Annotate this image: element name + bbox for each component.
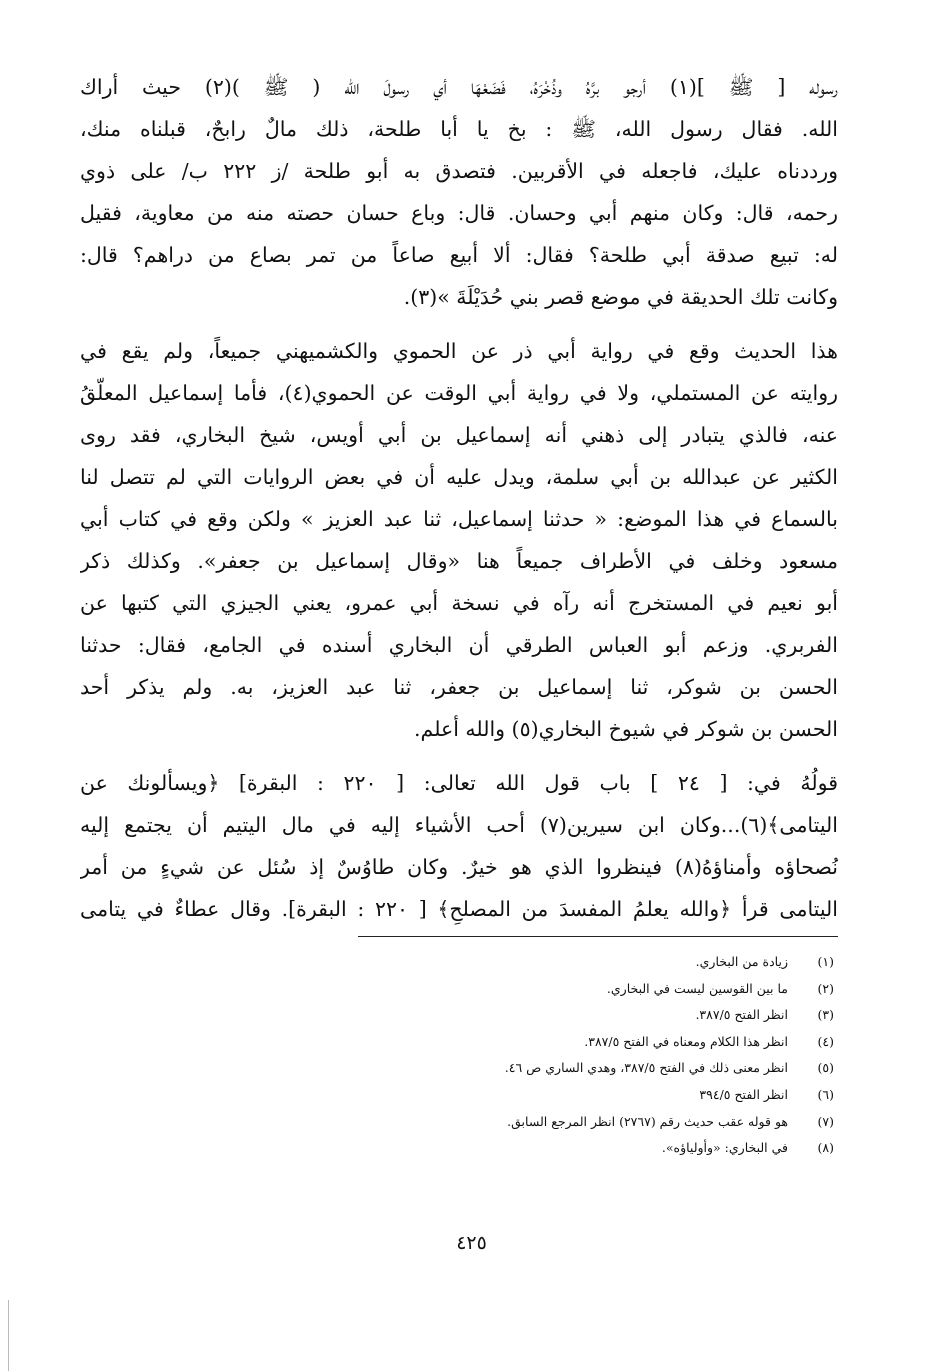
footnote-text: زيادة من البخاري. (695, 954, 788, 969)
footnote-number: (٦) (817, 1086, 834, 1102)
footnote-text: ما بين القوسين ليست في البخاري. (606, 980, 788, 996)
text-line: الكثير عن عبدالله بن أبي سلمة، ويدل عليه أن في بعض الروايات التي لم تتصل لنا (80, 465, 838, 489)
text-line: رسوله [ ﷺ ](١) أرجو برَّهُ وذُخْرَهُ، فَضَعْهَا أي رسولَ الله ( ﷺ )(٢) حيث أراك (80, 75, 838, 99)
text-line: رحمه، قال: وكان منهم أبي وحسان. قال: وباع حسان حصته منه من معاوية، فقيل (80, 201, 838, 225)
scan-edge-line (8, 1300, 9, 1371)
text-line: اليتامى﴾(٦)...وكان ابن سيرين(٧) أحب الأشياء إليه في مال اليتيم أن يجتمع إليه (80, 813, 838, 837)
footnote (80, 1002, 838, 1029)
footnote-number: (٧) (817, 1113, 834, 1129)
text-line: ورددناه عليك، فاجعله في الأقربين. فتصدق به أبو طلحة /ز ٢٢٢ ب/ على ذوي (80, 159, 838, 183)
footnote (80, 949, 838, 976)
text-line: له: تبيع صدقة أبي طلحة؟ فقال: ألا أبيع صاعاً من تمر بصاع من دراهم؟ قال: (80, 243, 838, 267)
footnote-text: في البخاري: «وأولياؤه». (661, 1140, 788, 1156)
footnote (80, 976, 838, 1003)
paragraph-2 (80, 330, 838, 750)
footnote (80, 1109, 838, 1136)
footnote-number: (٤) (817, 1033, 834, 1049)
footnote-number: (١) (817, 954, 834, 969)
text-line: عنه، فالذي يتبادر إلى ذهني أنه إسماعيل بن أبي أويس، شيخ البخاري، فقد روى (80, 423, 838, 447)
text-line: قولُهُ في: [ ٢٤ ] باب قول الله تعالى: [ ٢٢٠ : البقرة] ﴿ويسألونك عن (80, 771, 838, 795)
text-line: مسعود وخلف في الأطراف جميعاً هنا «وقال إسماعيل بن جعفر». وكذلك ذكر (80, 549, 838, 573)
footnote-separator (358, 936, 838, 937)
page-body (80, 66, 838, 1162)
text-line: الحسن بن شوكر في شيوخ البخاري(٥) والله أعلم. (414, 717, 838, 741)
footnote-text: انظر الفتح ٣٨٧/٥. (695, 1007, 788, 1023)
text-line: أبو نعيم في المستخرج أنه رآه في نسخة أبي عمرو، يعني الجيزي التي كتبها عن (80, 591, 838, 615)
text-line: روايته عن المستملي، ولا في رواية أبي الوقت عن الحموي(٤)، فأما إسماعيل المعلّقُ (80, 381, 838, 405)
footnote-number: (٣) (817, 1007, 834, 1023)
text-line: نُصحاؤه وأمناؤهُ(٨) فينظروا الذي هو خيرٌ. وكان طاوُسٌ إذ سُئل عن شيءٍ من أمر (80, 855, 838, 879)
footnote-text: انظر الفتح ٣٩٤/٥ (699, 1086, 788, 1102)
text-line: الفربري. وزعم أبو العباس الطرقي أن البخاري أسنده في الجامع، فقال: حدثنا (80, 633, 838, 657)
footnote-text: انظر معنى ذلك في الفتح ٣٨٧/٥، وهدي الساري ص ٤٦. (504, 1060, 788, 1076)
footnote (80, 1055, 838, 1082)
footnotes (80, 949, 838, 1162)
page-number: ٤٢٥ (456, 1232, 487, 1254)
text-line: اليتامى قرأ ﴿والله يعلمُ المفسدَ من المصلحِ﴾ [ ٢٢٠ : البقرة]. وقال عطاءٌ في يتامى (80, 897, 838, 921)
text-line: وكانت تلك الحديقة في موضع قصر بني حُدَيْلَةَ »(٣). (403, 285, 838, 309)
text-line: هذا الحديث وقع في رواية أبي ذر عن الحموي والكشميهني جميعاً، ولم يقع في (80, 339, 838, 363)
footnote-number: (٢) (817, 980, 834, 996)
footnote-text: هو قوله عقب حديث رقم (٢٧٦٧) انظر المرجع السابق. (507, 1113, 788, 1129)
footnote (80, 1082, 838, 1109)
footnote (80, 1135, 838, 1162)
footnote (80, 1029, 838, 1056)
text-line: الحسن بن شوكر، ثنا إسماعيل بن جعفر، ثنا عبد العزيز، به. ولم يذكر أحد (80, 675, 838, 699)
paragraph-1 (80, 66, 838, 318)
footnote-text: انظر هذا الكلام ومعناه في الفتح ٣٨٧/٥. (584, 1033, 788, 1049)
text-line: بالسماع في هذا الموضع: « حدثنا إسماعيل، ثنا عبد العزيز » ولكن وقع في كتاب أبي (80, 507, 838, 531)
footnote-number: (٨) (817, 1140, 834, 1156)
paragraph-3 (80, 762, 838, 930)
footnote-number: (٥) (817, 1060, 834, 1076)
text-line: الله. فقال رسول الله، ﷺ : بخ يا أبا طلحة، ذلك مالٌ رابحٌ، قبلناه منك، (80, 117, 838, 141)
